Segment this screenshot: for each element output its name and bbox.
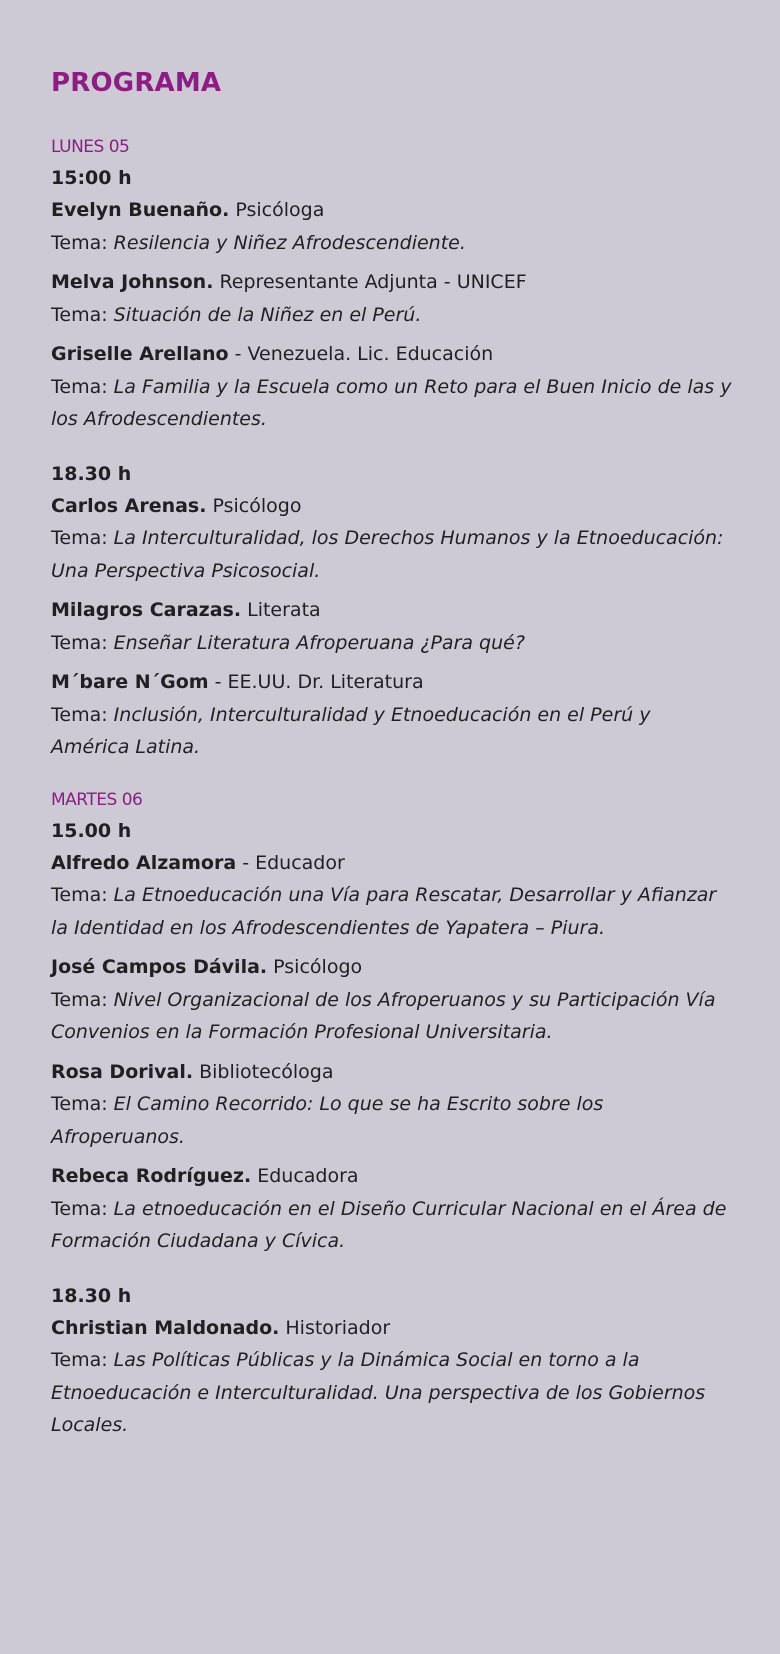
speaker-role: Representante Adjunta - UNICEF — [213, 271, 527, 293]
topic-text: Nivel Organizacional de los Afroperuanos y su Participación Vía Convenios en la Formación Profesional Universitaria. — [51, 988, 716, 1043]
session-time: 15:00 h — [51, 167, 132, 189]
topic-text: La Familia y la Escuela como un Reto para el Buen Inicio de las y los Afrodescendientes. — [51, 375, 732, 430]
topic-label: Tema: — [51, 703, 114, 726]
spacer — [51, 1265, 732, 1281]
topic-text: Enseñar Literatura Afroperuana ¿Para qué? — [113, 631, 525, 654]
topic-text: Resilencia y Niñez Afrodescendiente. — [113, 231, 466, 254]
speaker-name: Rosa Dorival. — [51, 1060, 194, 1083]
speaker-name: Rebeca Rodríguez. — [51, 1165, 252, 1187]
topic-text: La etnoeducación en el Diseño Curricular Nacional en el Área de Formación Ciudadana y Cívica. — [51, 1197, 727, 1252]
spacer — [51, 771, 732, 785]
speaker-role: Bibliotecóloga — [193, 1060, 334, 1083]
speaker-entry — [51, 1056, 732, 1154]
topic-text: Inclusión, Interculturalidad y Etnoeducación en el Perú y América Latina. — [51, 703, 651, 758]
speaker-name: José Campos Dávila. — [51, 956, 268, 978]
day-heading-martes: MARTES 06 — [51, 789, 143, 810]
speaker-role: Educadora — [251, 1165, 359, 1187]
topic-text: Situación de la Niñez en el Perú. — [113, 303, 422, 326]
topic-label: Tema: — [51, 988, 114, 1011]
topic-label: Tema: — [51, 303, 114, 326]
speaker-role: - EE.UU. Dr. Literatura — [208, 671, 424, 693]
topic-text: Las Políticas Públicas y la Dinámica Social en torno a la Etnoeducación e Interculturalidad. Una perspectiva de los Gobiernos Locales. — [51, 1349, 706, 1436]
topic-label: Tema: — [51, 884, 114, 906]
topic-label: Tema: — [51, 1093, 114, 1115]
topic-label: Tema: — [51, 375, 114, 398]
speaker-entry — [51, 666, 732, 764]
speaker-entry — [51, 951, 732, 1049]
speaker-entry — [51, 490, 732, 588]
speaker-role: Psicólogo — [206, 494, 302, 517]
speaker-name: Griselle Arellano — [51, 343, 229, 365]
speaker-entry — [51, 338, 732, 436]
speaker-role: Psicóloga — [229, 199, 325, 221]
topic-label: Tema: — [51, 1349, 114, 1371]
speaker-name: Christian Maldonado. — [51, 1316, 280, 1339]
speaker-role: Psicólogo — [267, 956, 363, 978]
topic-label: Tema: — [51, 1197, 114, 1220]
program-title: PROGRAMA — [51, 68, 222, 98]
speaker-name: Evelyn Buenaño. — [51, 199, 230, 221]
speaker-name: Milagros Carazas. — [51, 599, 242, 621]
topic-label: Tema: — [51, 631, 114, 654]
session-time: 15.00 h — [51, 819, 132, 842]
speaker-entry — [51, 1312, 732, 1442]
day-heading-lunes: LUNES 05 — [51, 137, 130, 157]
topic-label: Tema: — [51, 231, 114, 254]
speaker-role: - Educador — [236, 851, 345, 874]
session-time: 18.30 h — [51, 1284, 132, 1307]
session-time: 18.30 h — [51, 462, 132, 485]
speaker-name: Alfredo Alzamora — [51, 851, 237, 874]
speaker-role: Historiador — [279, 1316, 391, 1339]
speaker-role: Literata — [241, 599, 321, 621]
speaker-entry — [51, 847, 732, 945]
speaker-role: - Venezuela. Lic. Educación — [228, 343, 494, 365]
topic-text: El Camino Recorrido: Lo que se ha Escrito sobre los Afroperuanos. — [51, 1093, 604, 1148]
spacer — [51, 443, 732, 459]
speaker-entry — [51, 1160, 732, 1258]
topic-label: Tema: — [51, 527, 114, 549]
speaker-entry — [51, 594, 732, 659]
topic-text: La Interculturalidad, los Derechos Humanos y la Etnoeducación: Una Perspectiva Psicosocial. — [51, 527, 724, 582]
speaker-name: Carlos Arenas. — [51, 494, 207, 517]
speaker-entry — [51, 194, 732, 259]
topic-text: La Etnoeducación una Vía para Rescatar, Desarrollar y Afianzar la Identidad en los Afrodescendientes de Yapatera – Piura. — [51, 884, 717, 939]
speaker-name: M´bare N´Gom — [51, 671, 209, 693]
speaker-entry — [51, 266, 732, 331]
speaker-name: Melva Johnson. — [51, 271, 214, 293]
